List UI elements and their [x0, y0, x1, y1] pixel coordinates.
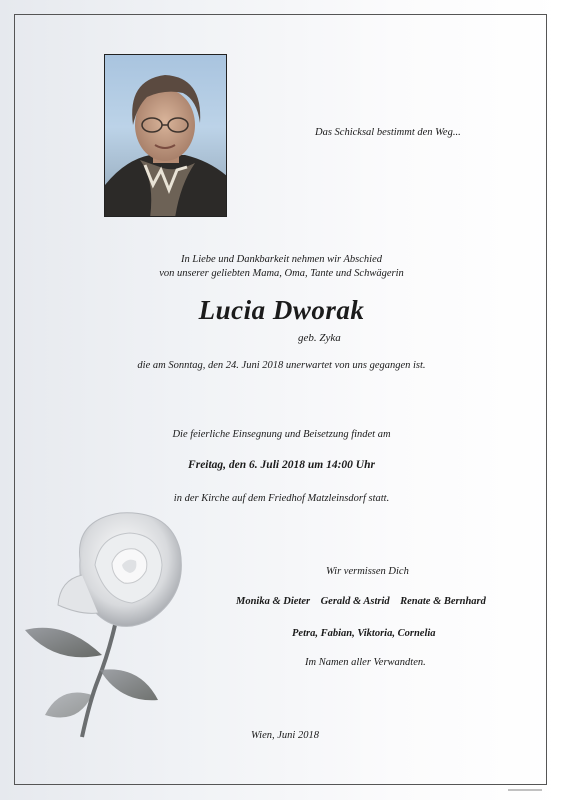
intro-text-line2: von unserer geliebten Mama, Oma, Tante und Schwägerin [159, 268, 404, 279]
place-date: Wien, Juni 2018 [251, 730, 319, 741]
ceremony-location: in der Kirche auf dem Friedhof Matzleinsdorf statt. [173, 493, 390, 504]
miss-text: Wir vermissen Dich [326, 566, 409, 577]
rose-icon [20, 505, 220, 745]
ceremony-text: Die feierliche Einsegnung und Beisetzung findet am [172, 429, 391, 440]
family-names-line2: Petra, Fabian, Viktoria, Cornelia [292, 628, 436, 639]
relatives-text: Im Namen aller Verwandten. [305, 657, 426, 668]
family-names-line1: Monika & Dieter Gerald & Astrid Renate & Bernhard [236, 596, 486, 607]
ceremony-datetime: Freitag, den 6. Juli 2018 um 14:00 Uhr [188, 459, 375, 471]
portrait-photo [104, 54, 227, 217]
portrait-icon [105, 55, 227, 217]
birth-name: geb. Zyka [298, 332, 341, 344]
intro-text-line1: In Liebe und Dankbarkeit nehmen wir Abschied [180, 254, 383, 265]
deceased-name: Lucia Dworak [198, 295, 365, 325]
motto-text: Das Schicksal bestimmt den Weg... [315, 127, 461, 138]
print-mark-icon [508, 788, 542, 792]
passed-text: die am Sonntag, den 24. Juni 2018 unerwartet von uns gegangen ist. [137, 360, 426, 371]
